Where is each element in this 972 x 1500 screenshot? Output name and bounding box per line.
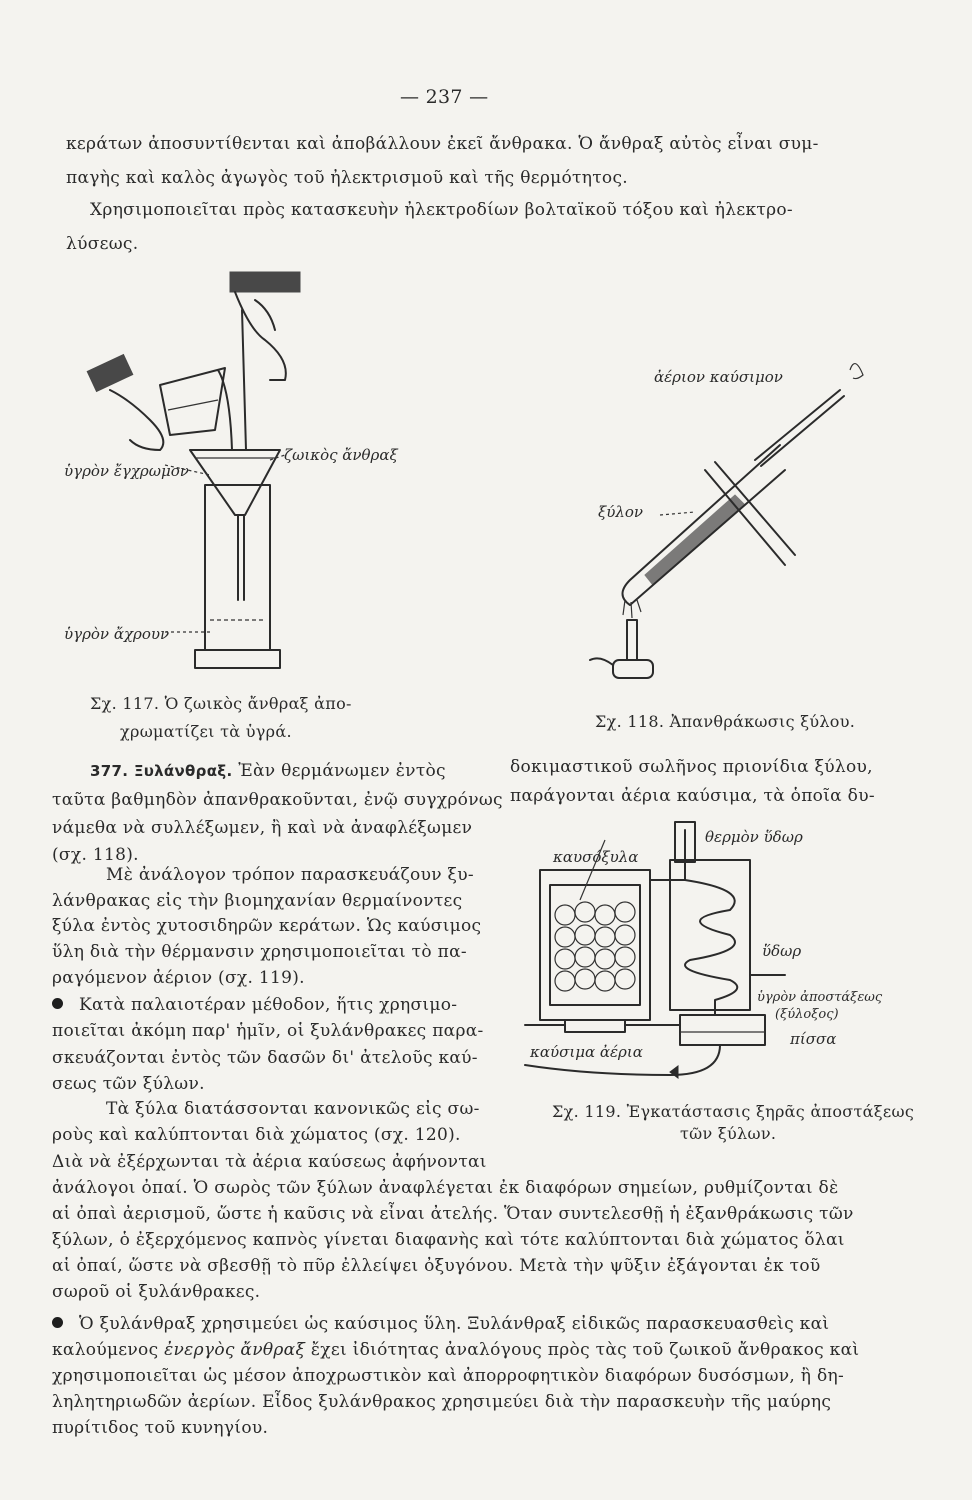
right-column-line-2: παράγονται ἀέρια καύσιμα, τὰ ὁποῖα δυ- xyxy=(510,786,875,806)
caption-119-line-2: τῶν ξύλων. xyxy=(680,1124,777,1143)
full-line-5: αἱ ὀπαί, ὥστε νὰ σβεσθῇ τὸ πῦρ ἐλλείψει ὀξυγόνου. Μετὰ τὴν ψῦξιν ἐξάγονται ἐκ τοῦ xyxy=(52,1256,821,1276)
label-water: ὕδωρ xyxy=(762,942,802,960)
full-line-1: Διὰ νὰ ἐξέρχωνται τὰ ἀέρια καύσεως ἀφήνονται xyxy=(52,1152,487,1172)
label-colored-liquid: ὑγρὸν ἔγχρωμον xyxy=(64,462,189,480)
left-line-10 xyxy=(52,995,457,1015)
section-number: 377. xyxy=(90,762,129,780)
full-line-4: ξύλων, ὁ ἐξερχόμενος καπνὸς γίνεται διαφανὴς καὶ τότε καλύπτονται διὰ χώματος ὅλαι xyxy=(52,1230,845,1250)
section-377-heading xyxy=(90,761,446,781)
left-line-3: νάμεθα νὰ συλλέξωμεν, ἢ καὶ νὰ ἀναφλέξωμεν xyxy=(52,818,473,838)
intro-line-4: λύσεως. xyxy=(66,234,139,254)
left-line-13: σεως τῶν ξύλων. xyxy=(52,1074,205,1094)
label-hot-water: θερμὸν ὕδωρ xyxy=(705,828,803,846)
intro-line-1: κεράτων ἀποσυντίθενται καὶ ἀποβάλλουν ἐκεῖ ἄνθρακα. Ὁ ἄνθραξ αὐτὸς εἶναι συμ- xyxy=(66,134,819,154)
page-number: — 237 — xyxy=(400,86,489,108)
left-line-15: ροὺς καὶ καλύπτονται διὰ χώματος (σχ. 120). xyxy=(52,1125,461,1145)
caption-118: Σχ. 118. Ἀπανθράκωσις ξύλου. xyxy=(595,712,856,731)
full-line-6: σωροῦ οἱ ξυλάνθρακες. xyxy=(52,1282,261,1302)
left-line-6: λάνθρακας εἰς τὴν βιομηχανίαν θερμαίνοντες xyxy=(52,891,463,911)
left-line-4: (σχ. 118). xyxy=(52,845,139,865)
label-combustible-gas: ἀέριον καύσιμον xyxy=(654,368,783,386)
last-para-line-2-b: ἔχει ἰδιότητας ἀναλόγους πρὸς τὰς τοῦ ζωικοῦ ἄνθρακος καὶ xyxy=(310,1340,860,1360)
bullet-icon xyxy=(52,1317,63,1328)
label-fuel-gases: καύσιμα ἀέρια xyxy=(530,1043,643,1061)
full-line-3: αἱ ὀπαὶ ἀερισμοῦ, ὥστε ἡ καῦσις νὰ εἶναι ἀτελής. Ὅταν συντελεσθῇ ἡ ἐξανθράκωσις τῶν xyxy=(52,1204,854,1224)
left-line-9: ραγόμενον ἀέριον (σχ. 119). xyxy=(52,968,305,988)
intro-line-2: παγὴς καὶ καλὸς ἀγωγὸς τοῦ ἠλεκτρισμοῦ καὶ τῆς θερμότητος. xyxy=(66,168,628,188)
last-para-line-1-text: Ὁ ξυλάνθραξ χρησιμεύει ὡς καύσιμος ὕλη. Ξυλάνθραξ εἰδικῶς παρασκευασθεὶς καὶ xyxy=(79,1314,830,1334)
label-firewood: καυσόξυλα xyxy=(553,848,639,866)
label-distillate: ὑγρὸν ἀποστάξεως xyxy=(757,990,883,1005)
last-para-line-2-a: καλούμενος xyxy=(52,1340,159,1360)
section-title: Ξυλάνθραξ. xyxy=(133,762,233,780)
last-para-line-1 xyxy=(52,1314,829,1334)
left-line-14: Τὰ ξύλα διατάσσονται κανονικῶς εἰς σω- xyxy=(106,1099,480,1119)
right-column-line-1: δοκιμαστικοῦ σωλῆνος πριονίδια ξύλου, xyxy=(510,757,873,777)
section-377-first-text: Ἐὰν θερμάνωμεν ἐντὸς xyxy=(238,761,446,781)
last-para-line-3: χρησιμοποιεῖται ὡς μέσον ἀποχρωστικὸν καὶ ἀπορροφητικὸν διαφόρων δυσόσμων, ἢ δη- xyxy=(52,1366,845,1386)
label-wood-vinegar: (ξύλοξος) xyxy=(775,1007,839,1022)
caption-117-line-2: χρωματίζει τὰ ὑγρά. xyxy=(120,722,292,741)
last-para-line-5: πυρίτιδος τοῦ κυνηγίου. xyxy=(52,1418,269,1438)
left-line-11: ποιεῖται ἀκόμη παρ' ἡμῖν, οἱ ξυλάνθρακες παρα- xyxy=(52,1021,484,1041)
caption-119-line-1: Σχ. 119. Ἐγκατάστασις ξηρᾶς ἀποστάξεως xyxy=(552,1102,915,1121)
left-line-10-text: Κατὰ παλαιοτέραν μέθοδον, ἥτις χρησιμο- xyxy=(79,995,458,1015)
left-line-12: σκευάζονται ἐντὸς τῶν δασῶν δι' ἀτελοῦς καύ- xyxy=(52,1048,478,1068)
left-line-7: ξύλα ἐντὸς χυτοσιδηρῶν κεράτων. Ὡς καύσιμος xyxy=(52,916,482,936)
left-line-2: ταῦτα βαθμηδὸν ἀπανθρακοῦνται, ἐνῷ συγχρόνως xyxy=(52,790,503,810)
bullet-icon xyxy=(52,998,63,1009)
caption-117-line-1: Σχ. 117. Ὁ ζωικὸς ἄνθραξ ἀπο- xyxy=(90,694,352,713)
label-wood: ξύλον xyxy=(598,503,644,521)
label-colorless-liquid: ὑγρὸν ἄχρουν xyxy=(64,625,170,643)
intro-line-3: Χρησιμοποιεῖται πρὸς κατασκευὴν ἠλεκτροδίων βολταϊκοῦ τόξου καὶ ἠλεκτρο- xyxy=(90,200,793,220)
last-para-line-4: ληλητηριωδῶν ἀερίων. Εἶδος ξυλάνθρακος χρησιμεύει διὰ τὴν παρασκευὴν τῆς μαύρης xyxy=(52,1392,832,1412)
full-line-2: ἀνάλογοι ὀπαί. Ὁ σωρὸς τῶν ξύλων ἀναφλέγεται ἐκ διαφόρων σημείων, ρυθμίζονται δὲ xyxy=(52,1178,839,1198)
left-line-8: ὕλη διὰ τὴν θέρμανσιν χρησιμοποιεῖται τὸ πα- xyxy=(52,942,467,962)
last-para-line-2 xyxy=(52,1340,859,1360)
active-carbon-term: ἐνεργὸς ἄνθραξ xyxy=(164,1340,306,1360)
label-animal-charcoal: ζωικὸς ἄνθραξ xyxy=(284,446,398,464)
label-pitch: πίσσα xyxy=(790,1030,837,1048)
left-line-5: Μὲ ἀνάλογον τρόπον παρασκευάζουν ξυ- xyxy=(106,865,474,885)
